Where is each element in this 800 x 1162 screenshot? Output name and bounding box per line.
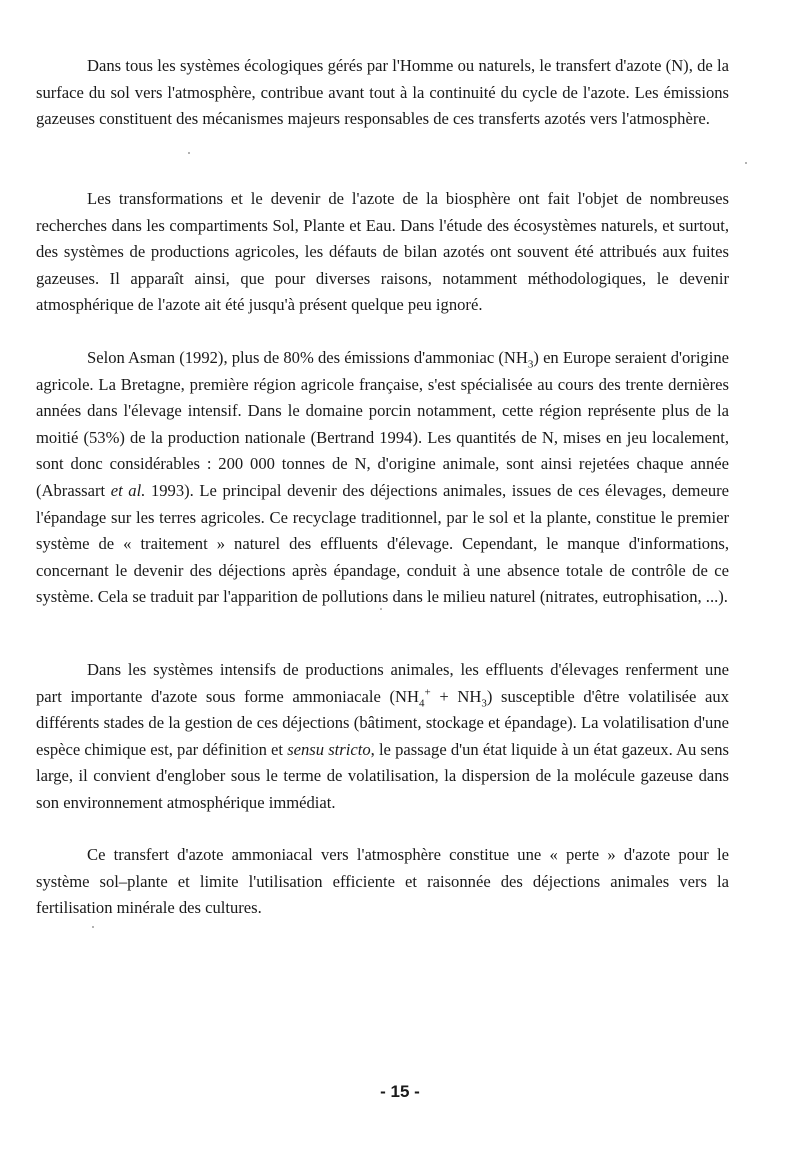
page-number: - 15 - <box>380 1082 420 1101</box>
subscript-4: 4 <box>418 696 425 709</box>
scan-speck <box>188 152 190 154</box>
paragraph-2: Les transformations et le devenir de l'azote de la biosphère ont fait l'objet de nombreuses recherches dans les compartiments Sol, Plante et Eau. Dans l'étude des écosystèmes naturels, et surtout, des systèmes de productions agricoles, les défauts de bilan azotés ont souvent été attribués aux fuites gazeuses. Il apparaît ainsi, que pour diverses raisons, notamment méthodologiques, le devenir atmosphérique de l'azote ait été jusqu'à présent quelque peu ignoré. <box>36 189 729 315</box>
scan-speck <box>380 608 382 610</box>
paragraph-3-text-c: 1993). Le principal devenir des déjections animales, issues de ces élevages, demeure l'épandage sur les terres agricoles. Ce recyclage traditionnel, par le sol et la plante, constitue le premier système de « traitement » naturel des effluents d'élevage. Cependant, le manque d'informations, concernant le devenir des déjections après épandage, conduit à une absence totale de contrôle de ce système. Cela se traduit par l'apparition de pollutions dans le milieu naturel (nitrates, eutrophisation, ...). <box>36 480 730 607</box>
paragraph-4-text-d: , le passage d'un état liquide à un état gazeux. Au sens large, il convient d'englober sous le terme de volatilisation, la dispersion de la molécule gazeuse dans son environnement atmosphérique immédiat. <box>36 739 730 812</box>
superscript-plus: + <box>424 686 431 699</box>
latin-sensu-stricto: sensu stricto <box>287 739 371 759</box>
scan-speck <box>745 162 747 164</box>
paragraph-4 <box>36 657 729 817</box>
paragraph-3-text-b: ) en Europe seraient d'origine agricole. La Bretagne, première région agricole française, s'est spécialisée au cours des trente dernières années dans l'élevage intensif. Dans le domaine porcin notamment, cette région représente plus de la moitié (53%) de la production nationale (Bertrand 1994). Les quantités de N, mises en jeu localement, sont donc considérables : 200 000 tonnes de N, d'origine animale, sont ainsi rejetées chaque année (Abrassart <box>36 348 729 500</box>
subscript-3: 3 <box>527 358 534 371</box>
scan-speck <box>92 926 94 928</box>
citation-et-al: et al. <box>110 480 146 500</box>
subscript-3b: 3 <box>481 696 487 709</box>
paragraph-3 <box>36 345 729 611</box>
paragraph-5: Ce transfert d'azote ammoniacal vers l'atmosphère constitue une « perte » d'azote pour le système sol–plante et limite l'utilisation efficiente et raisonnée des déjections animales vers la fertilisation minérale des cultures. <box>36 845 729 918</box>
paragraph-4-text-b: + NH <box>430 686 482 706</box>
paragraph-4-text-a: Dans les systèmes intensifs de productions animales, les effluents d'élevages renferment une part importante d'azote sous forme ammoniacale (NH <box>36 660 729 706</box>
paragraph-4-text-c: ) susceptible d'être volatilisée aux différents stades de la gestion de ces déjections (bâtiment, stockage et épandage). La volatilisation d'une espèce chimique est, par définition et <box>36 686 730 759</box>
paragraph-1: Dans tous les systèmes écologiques gérés par l'Homme ou naturels, le transfert d'azote (N), de la surface du sol vers l'atmosphère, contribue avant tout à la continuité du cycle de l'azote. Les émissions gazeuses constituent des mécanismes majeurs responsables de ces transferts azotés vers l'atmosphère. <box>36 56 729 129</box>
paragraph-3-text-a: Selon Asman (1992), plus de 80% des émissions d'ammoniac (NH <box>87 348 528 367</box>
